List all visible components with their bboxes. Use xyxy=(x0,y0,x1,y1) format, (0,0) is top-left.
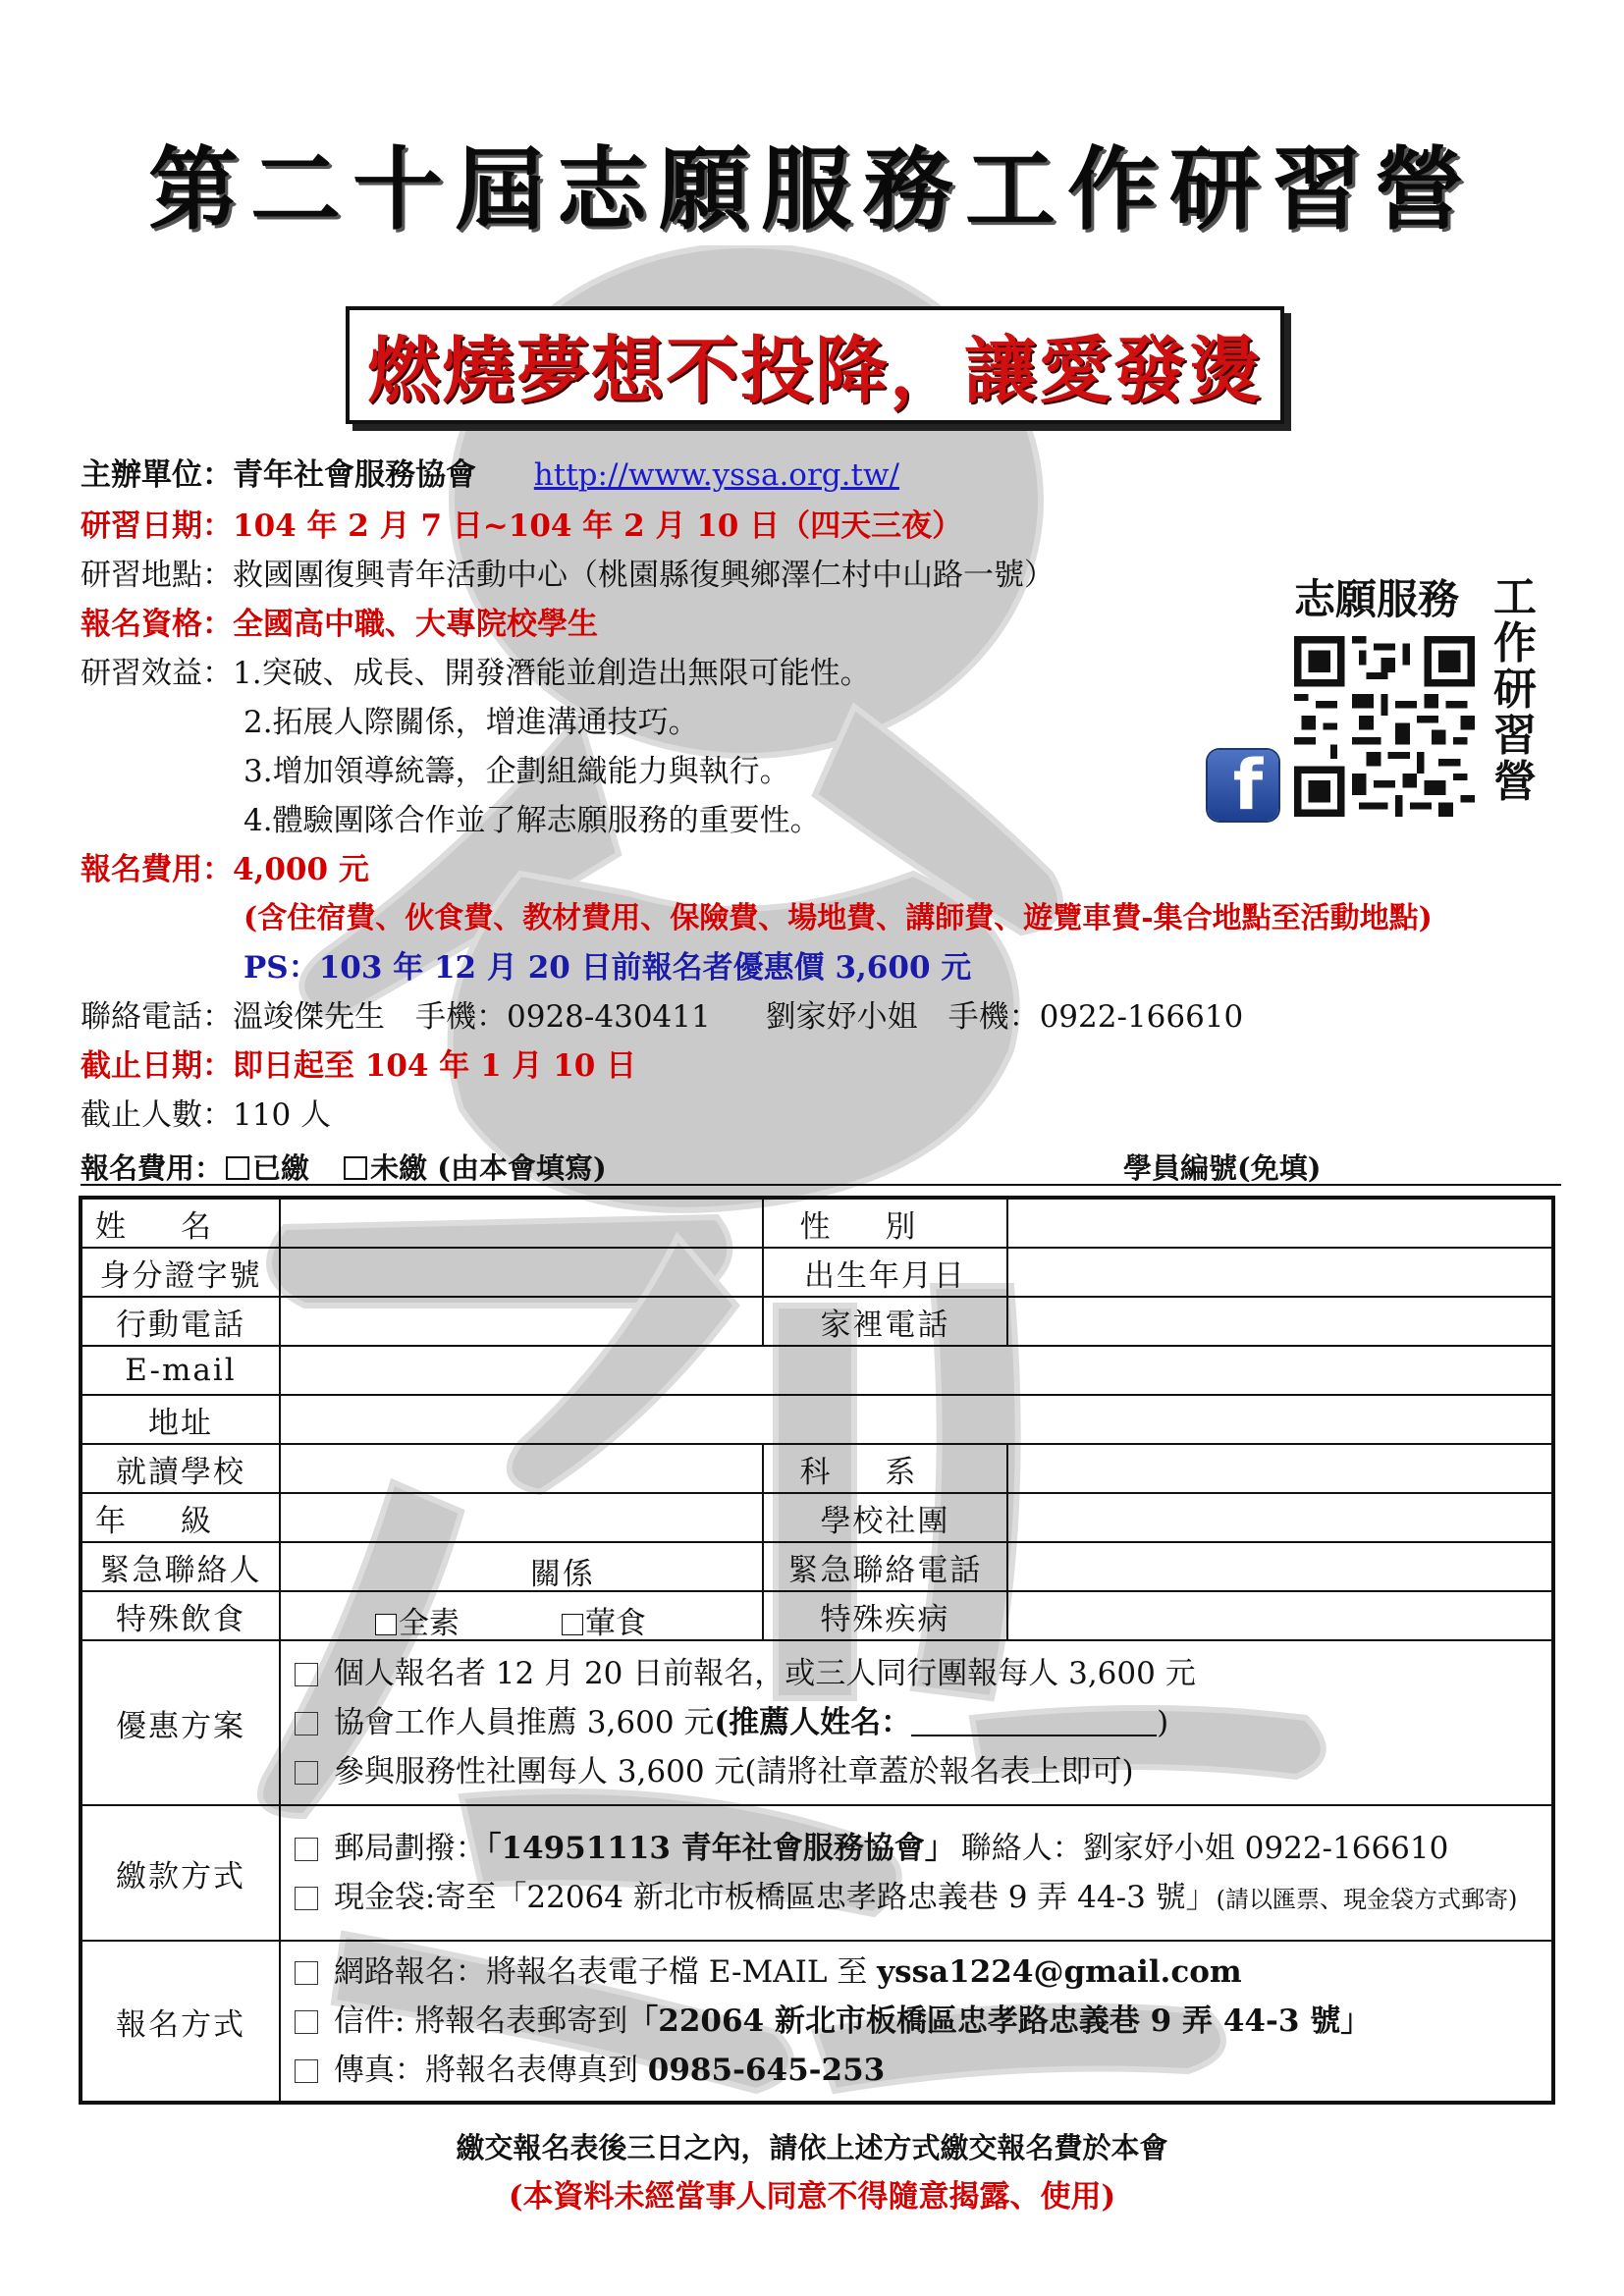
fee-status-label: 報名費用： xyxy=(81,1151,224,1185)
label-emergency-phone: 緊急聯絡電話 xyxy=(763,1542,1008,1591)
school-input[interactable] xyxy=(280,1444,763,1493)
discount-note: PS：103 年 12 月 20 日前報名者優惠價 3,600 元 xyxy=(244,950,972,986)
fee-status-row xyxy=(81,1151,1561,1186)
address-input[interactable] xyxy=(280,1395,1553,1444)
label-department: 科系 xyxy=(763,1444,1008,1493)
deadline-line xyxy=(81,1042,636,1090)
mobile-input[interactable] xyxy=(280,1297,763,1346)
discount-option[interactable]: 參與服務性社團每人 3,600 元(請將社章蓋於報名表上即可) xyxy=(281,1747,1551,1796)
footer-note: 繳交報名表後三日之內，請依上述方式繳交報名費於本會 xyxy=(456,2131,1168,2164)
eligibility-line xyxy=(81,601,598,648)
label-birth-date: 出生年月日 xyxy=(763,1248,1008,1297)
qr-title: 志願服務 xyxy=(1294,575,1460,623)
email-input[interactable] xyxy=(280,1346,1553,1395)
student-number-label: 學員編號(免填) xyxy=(1123,1151,1322,1185)
diet-veg-option[interactable]: 全素 xyxy=(375,1598,460,1642)
privacy-note: (本資料未經當事人同意不得隨意揭露、使用) xyxy=(508,2179,1116,2215)
home-phone-input[interactable] xyxy=(1007,1297,1553,1346)
location-value: 救國團復興青年活動中心（桃園縣復興鄉澤仁村中山路一號） xyxy=(233,558,1055,593)
organizer-label: 主辦單位： xyxy=(81,457,233,493)
location-label: 研習地點： xyxy=(81,558,233,593)
diet-meat-checkbox[interactable] xyxy=(562,1614,583,1635)
benefit-line-1 xyxy=(81,650,871,697)
qr-side-char: 習 xyxy=(1493,711,1537,761)
emergency-contact-input[interactable] xyxy=(280,1542,763,1591)
capacity-label: 截止人數： xyxy=(81,1097,233,1133)
grade-input[interactable] xyxy=(280,1493,763,1542)
eligibility-label: 報名資格： xyxy=(81,607,233,642)
discount-checkbox[interactable] xyxy=(295,1663,318,1686)
registration-form xyxy=(79,1196,1555,2105)
facebook-letter: f xyxy=(1232,750,1264,821)
contact-label: 聯絡電話： xyxy=(81,999,233,1035)
slogan-banner xyxy=(346,306,1284,424)
label-home-phone: 家裡電話 xyxy=(763,1297,1008,1346)
benefit-item: 1.突破、成長、開發潛能並創造出無限可能性。 xyxy=(233,656,871,691)
date-line xyxy=(81,503,962,550)
organizer-value: 青年社會服務協會 xyxy=(233,457,476,493)
label-club: 學校社團 xyxy=(763,1493,1008,1542)
fee-includes: (含住宿費、伙食費、教材費用、保險費、場地費、講師費、遊覽車費-集合地點至活動地點) xyxy=(244,901,1433,935)
signup-option-mail[interactable]: 信件: 將報名表郵寄到「22064 新北市板橋區忠孝路忠義巷 9 弄 44-3 號」 xyxy=(281,1997,1551,2046)
signup-checkbox[interactable] xyxy=(295,1961,318,1985)
page-title: 第二十屆志願服務工作研習營 xyxy=(147,137,1476,242)
qr-side-char: 營 xyxy=(1493,757,1537,807)
emergency-phone-input[interactable] xyxy=(1007,1542,1553,1591)
label-disease: 特殊疾病 xyxy=(763,1591,1008,1640)
name-input[interactable] xyxy=(280,1198,763,1248)
qr-side-char: 工 xyxy=(1493,572,1537,622)
contact-2: 劉家妤小姐 手機：0922-166610 xyxy=(765,999,1244,1035)
label-payment: 繳款方式 xyxy=(81,1805,280,1941)
contact-line xyxy=(81,993,1243,1041)
signup-checkbox[interactable] xyxy=(295,2010,318,2034)
recommender-input[interactable] xyxy=(911,1735,1157,1736)
qr-side-char: 作 xyxy=(1493,618,1537,668)
signup-option-online[interactable]: 網路報名：將報名表電子檔 E-MAIL 至 yssa1224@gmail.com xyxy=(281,1948,1551,1997)
department-input[interactable] xyxy=(1007,1444,1553,1493)
qr-code-icon[interactable] xyxy=(1294,636,1475,817)
label-address: 地址 xyxy=(81,1395,280,1444)
payment-option-cash[interactable]: 現金袋:寄至「22064 新北市板橋區忠孝路忠義巷 9 弄 44-3 號」(請以匯票、現金袋方式郵寄) xyxy=(281,1873,1551,1922)
qr-side-char: 研 xyxy=(1493,665,1537,715)
benefit-item: 3.增加領導統籌，企劃組織能力與執行。 xyxy=(244,754,790,789)
label-email: E-mail xyxy=(81,1346,280,1395)
unpaid-label: 未繳 xyxy=(370,1151,428,1185)
eligibility-value: 全國高中職、大專院校學生 xyxy=(233,607,598,642)
payment-options xyxy=(280,1805,1553,1941)
fee-label: 報名費用： xyxy=(81,852,233,887)
label-name: 姓名 xyxy=(81,1198,280,1248)
unpaid-checkbox[interactable] xyxy=(344,1156,367,1180)
label-school: 就讀學校 xyxy=(81,1444,280,1493)
diet-veg-checkbox[interactable] xyxy=(375,1614,397,1635)
paid-label: 已繳 xyxy=(252,1151,310,1185)
diet-options xyxy=(280,1591,763,1640)
date-value: 104 年 2 月 7 日~104 年 2 月 10 日（四天三夜） xyxy=(233,508,963,544)
label-diet: 特殊飲食 xyxy=(81,1591,280,1640)
deadline-label: 截止日期： xyxy=(81,1048,233,1084)
discount-option[interactable]: 協會工作人員推薦 3,600 元(推薦人姓名： ) xyxy=(281,1698,1551,1747)
contact-1: 溫竣傑先生 手機：0928-430411 xyxy=(233,999,711,1035)
fee-status xyxy=(81,1147,607,1187)
signup-option-fax[interactable]: 傳真：將報名表傳真到 0985-645-253 xyxy=(281,2046,1551,2095)
deadline-value: 即日起至 104 年 1 月 10 日 xyxy=(233,1048,637,1084)
paid-checkbox[interactable] xyxy=(226,1156,249,1180)
facebook-icon[interactable] xyxy=(1208,750,1278,821)
discount-option[interactable]: 個人報名者 12 月 20 日前報名，或三人同行團報每人 3,600 元 xyxy=(281,1649,1551,1698)
qr-side-text xyxy=(1490,574,1540,805)
fee-line xyxy=(81,846,369,893)
disease-input[interactable] xyxy=(1007,1591,1553,1640)
date-label: 研習日期： xyxy=(81,508,233,544)
gender-input[interactable] xyxy=(1007,1198,1553,1248)
benefit-item: 2.拓展人際關係，增進溝通技巧。 xyxy=(244,705,699,740)
organizer-line xyxy=(81,452,899,499)
location-line xyxy=(81,552,1055,599)
capacity-value: 110 人 xyxy=(233,1097,332,1133)
discount-checkbox[interactable] xyxy=(295,1712,318,1735)
payment-option-postal[interactable]: 郵局劃撥：「14951113 青年社會服務協會」 聯絡人：劉家妤小姐 0922-166610 xyxy=(281,1824,1551,1873)
label-id-number: 身分證字號 xyxy=(81,1248,280,1297)
website-link[interactable]: http://www.yssa.org.tw/ xyxy=(533,457,899,493)
club-input[interactable] xyxy=(1007,1493,1553,1542)
diet-meat-option[interactable]: 葷食 xyxy=(562,1598,646,1642)
label-gender: 性別 xyxy=(763,1198,1008,1248)
signup-checkbox[interactable] xyxy=(295,2059,318,2083)
signup-options xyxy=(280,1941,1553,2103)
birth-date-input[interactable] xyxy=(1007,1248,1553,1297)
fee-value: 4,000 元 xyxy=(233,852,369,887)
capacity-line xyxy=(81,1092,331,1139)
label-discount: 優惠方案 xyxy=(81,1640,280,1805)
discount-options xyxy=(280,1640,1553,1805)
slogan-text: 燃燒夢想不投降，讓愛發燙 xyxy=(367,329,1263,413)
label-signup: 報名方式 xyxy=(81,1941,280,2103)
payment-checkbox[interactable] xyxy=(295,1838,318,1861)
label-relation: 關係 xyxy=(529,1557,595,1592)
discount-checkbox[interactable] xyxy=(295,1761,318,1785)
label-emergency-contact: 緊急聯絡人 xyxy=(81,1542,280,1591)
benefit-label: 研習效益： xyxy=(81,656,233,691)
fee-status-note: (由本會填寫) xyxy=(437,1151,607,1185)
payment-checkbox[interactable] xyxy=(295,1887,318,1910)
label-grade: 年級 xyxy=(81,1493,280,1542)
label-mobile: 行動電話 xyxy=(81,1297,280,1346)
benefit-item: 4.體驗團隊合作並了解志願服務的重要性。 xyxy=(244,803,821,838)
id-number-input[interactable] xyxy=(280,1248,763,1297)
